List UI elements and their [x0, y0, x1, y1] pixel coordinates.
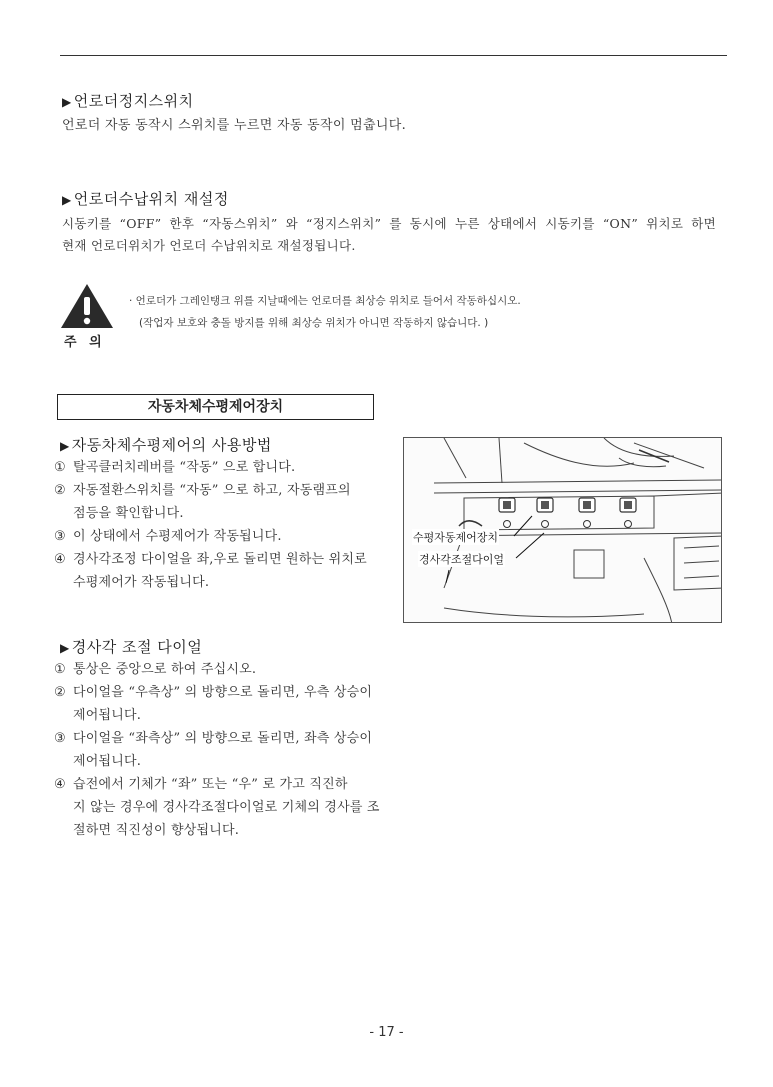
heading-unloader-reset: ▶ 언로더수납위치 재설정: [62, 190, 229, 208]
triangle-bullet-icon: ▶: [60, 439, 70, 453]
unloader-reset-line1: 시동키를 “OFF” 한후 “자동스위치” 와 “정지스위치” 를 동시에 누른 상태에서 시동키를 “ON” 위치로 하면: [62, 216, 716, 231]
list-item-continuation: 제어됩니다.: [73, 754, 142, 769]
top-rule: [60, 55, 727, 56]
list-item-continuation: 수평제어가 작동됩니다.: [73, 575, 210, 590]
caution-line1: · 언로더가 그레인탱크 위를 지날때에는 언로더를 최상승 위치로 들어서 작동하십시오.: [129, 295, 521, 307]
list-item: ③ 다이얼을 “좌측상” 의 방향으로 돌리면, 좌측 상승이: [54, 731, 373, 746]
unloader-stop-body: 언로더 자동 동작시 스위치를 누르면 자동 동작이 멈춥니다.: [62, 118, 407, 133]
heading-unloader-stop: ▶ 언로더정지스위치: [62, 92, 194, 110]
list-item-continuation: 지 않는 경우에 경사각조절다이얼로 기체의 경사를 조: [73, 800, 380, 815]
caution-label: 주 의: [64, 335, 106, 350]
list-item-continuation: 절하면 직진성이 향상됩니다.: [73, 823, 240, 838]
list-item: ② 다이얼을 “우측상” 의 방향으로 돌리면, 우측 상승이: [54, 685, 373, 700]
list-item: ② 자동절환스위치를 “자동” 으로 하고, 자동램프의: [54, 483, 351, 498]
page-number: - 17 -: [369, 1025, 404, 1040]
dial-list: [54, 658, 394, 842]
list-item: ④ 경사각조정 다이얼을 좌,우로 돌리면 원하는 위치로: [54, 552, 367, 567]
triangle-bullet-icon: ▶: [62, 193, 72, 207]
photo-label-auto-level: 수평자동제어장치: [413, 531, 499, 544]
list-item-continuation: 점등을 확인합니다.: [73, 506, 184, 521]
control-panel-illustration: [403, 437, 722, 623]
photo-label-tilt-dial: 경사각조절다이얼: [419, 553, 505, 566]
heading-dial: ▶ 경사각 조절 다이얼: [60, 638, 203, 656]
section-title-box: 자동차체수평제어장치: [57, 394, 374, 420]
triangle-bullet-icon: ▶: [60, 641, 70, 655]
heading-usage: ▶ 자동차체수평제어의 사용방법: [60, 436, 272, 454]
usage-list: [54, 456, 394, 594]
list-item: ④ 습전에서 기체가 “좌” 또는 “우” 로 가고 직진하: [54, 777, 348, 792]
list-item: ③ 이 상태에서 수평제어가 작동됩니다.: [54, 529, 282, 544]
caution-line2: (작업자 보호와 충돌 방지를 위해 최상승 위치가 아니면 작동하지 않습니다. ): [139, 317, 489, 329]
warning-triangle-icon: [59, 282, 115, 330]
unloader-reset-line2: 현재 언로더위치가 언로더 수납위치로 재설정됩니다.: [62, 238, 356, 253]
list-item-continuation: 제어됩니다.: [73, 708, 142, 723]
list-item: ① 통상은 중앙으로 하여 주십시오.: [54, 662, 257, 677]
list-item: ① 탈곡클러치레버를 “작동” 으로 합니다.: [54, 460, 296, 475]
triangle-bullet-icon: ▶: [62, 95, 72, 109]
